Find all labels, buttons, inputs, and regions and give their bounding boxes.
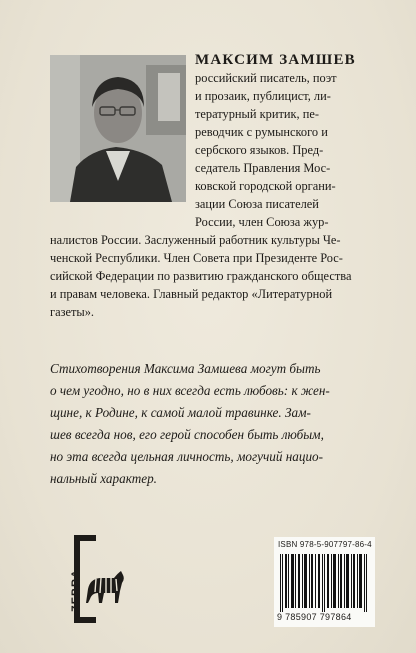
isbn-number: ISBN 978-5-907797-86-4 <box>278 540 372 549</box>
author-name: МАКСИМ ЗАМШЕВ <box>195 52 356 68</box>
bio-line: и правам человека. Главный редактор «Литературной <box>50 287 333 301</box>
bio-line: российский писатель, поэт <box>195 71 337 85</box>
bio-line: налистов России. Заслуженный работник культуры Че- <box>50 233 341 247</box>
annotation-line: но эта всегда цельная личность, могучий нацио- <box>50 449 324 464</box>
annotation-line: нальный характер. <box>50 471 157 486</box>
annotation-line: щине, к Родине, к самой малой травинке. Зам- <box>50 405 311 420</box>
isbn-barcode <box>274 537 375 627</box>
bio-line: сийской Федерации по развитию гражданского общества <box>50 269 352 283</box>
bio-line: седатель Правления Мос- <box>195 161 331 175</box>
bio-line: зации Союза писателей <box>195 197 319 211</box>
bio-line: России, член Союза жур- <box>195 215 329 229</box>
author-photo <box>50 55 186 202</box>
publisher-name: ZEBRA <box>70 569 82 612</box>
annotation-line: Стихотворения Максима Замшева могут быть <box>50 361 321 376</box>
bio-line: ченской Республики. Член Совета при Президенте Рос- <box>50 251 343 265</box>
bio-line: и прозаик, публицист, ли- <box>195 89 331 103</box>
annotation-line: шев всегда нов, его герой способен быть любым, <box>50 427 324 442</box>
bio-line: сербского языков. Пред- <box>195 143 324 157</box>
annotation-line: о чем угодно, но в них всегда есть любовь: к жен- <box>50 383 330 398</box>
bio-line: тературный критик, пе- <box>195 107 319 121</box>
barcode-bars <box>278 554 372 612</box>
bio-line: ковской городской органи- <box>195 179 336 193</box>
bio-line: реводчик с румынского и <box>195 125 328 139</box>
bio-line: газеты». <box>50 305 95 319</box>
barcode-digits: 9 785907 797864 <box>277 612 352 622</box>
